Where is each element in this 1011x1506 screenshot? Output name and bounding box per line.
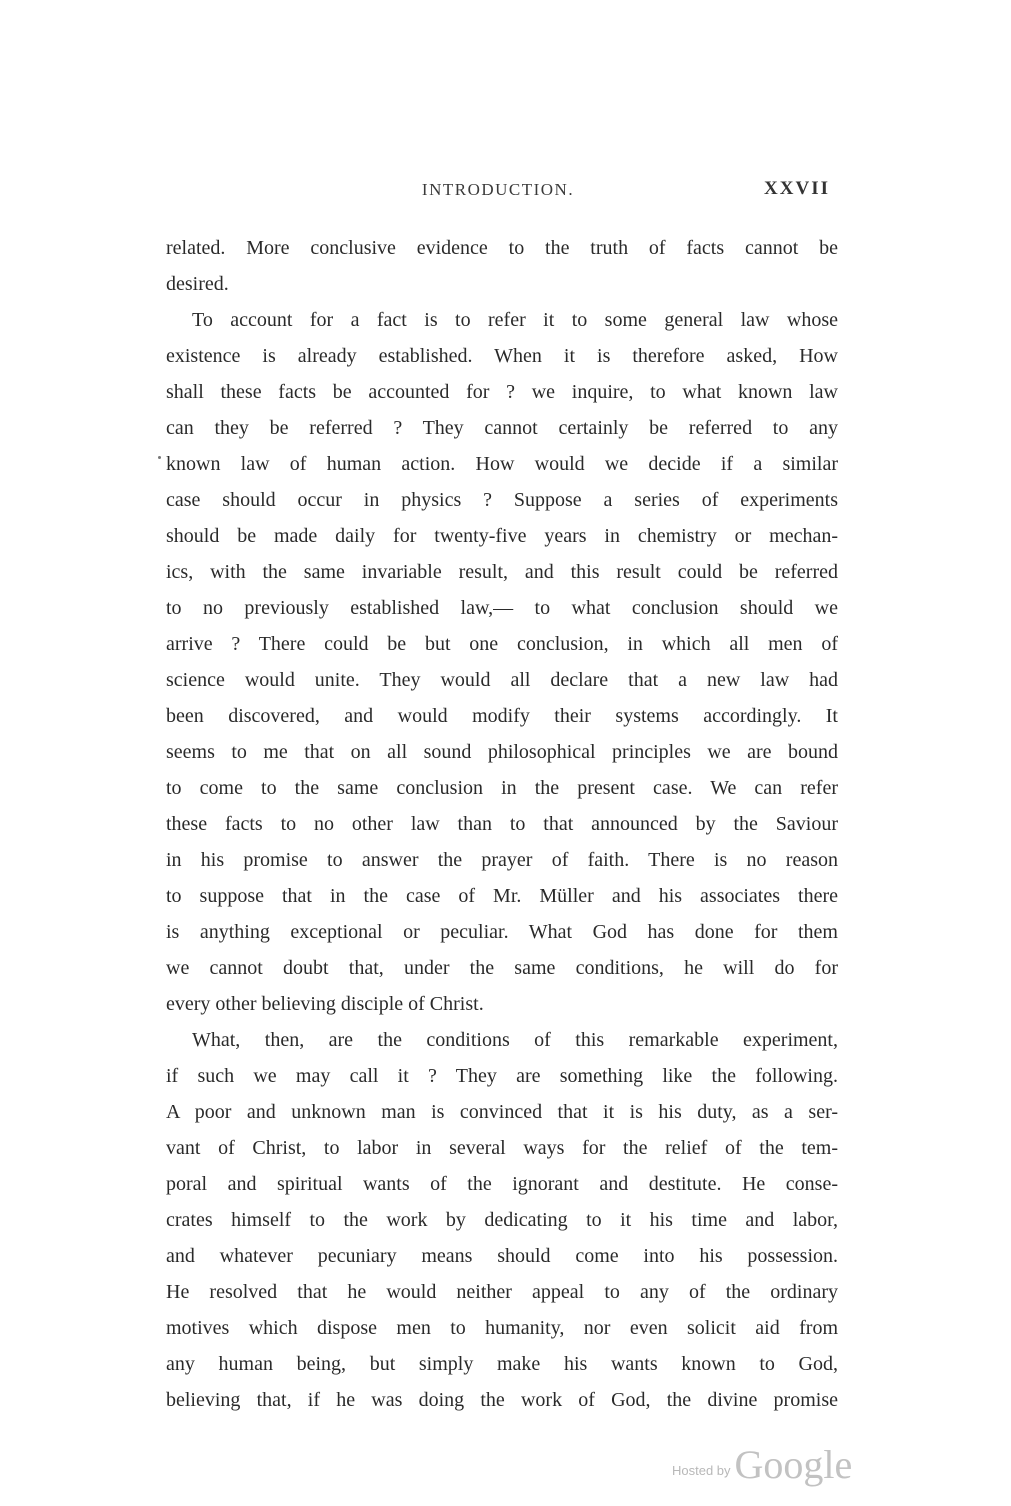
paragraph	[166, 230, 838, 302]
text-line: believing that, if he was doing the work of God, the divine promise	[166, 1389, 838, 1411]
text-line: should be made daily for twenty-five years in chemistry or mechan-	[166, 525, 838, 547]
text-line: seems to me that on all sound philosophical principles we are bound	[166, 741, 838, 763]
text-line: vant of Christ, to labor in several ways for the relief of the tem-	[166, 1137, 838, 1159]
text-line: poral and spiritual wants of the ignorant and destitute. He conse-	[166, 1173, 838, 1195]
running-head	[166, 176, 830, 206]
text-line: to suppose that in the case of Mr. Müller and his associates there	[166, 885, 838, 907]
paragraph	[166, 302, 838, 1022]
text-line: in his promise to answer the prayer of faith. There is no reason	[166, 849, 838, 871]
google-logo-icon: Google	[734, 1442, 853, 1487]
text-line: What, then, are the conditions of this remarkable experiment,	[192, 1029, 838, 1051]
text-line: any human being, but simply make his wants known to God,	[166, 1353, 838, 1375]
text-line: crates himself to the work by dedicating to it his time and labor,	[166, 1209, 838, 1231]
text-line: been discovered, and would modify their systems accordingly. It	[166, 705, 838, 727]
text-line: is anything exceptional or peculiar. What God has done for them	[166, 921, 838, 943]
body-text	[166, 230, 838, 1418]
hosted-by-label: Hosted by	[672, 1462, 731, 1478]
text-line: existence is already established. When it is therefore asked, How	[166, 345, 838, 367]
text-line: motives which dispose men to humanity, nor even solicit aid from	[166, 1317, 838, 1339]
text-line: arrive ? There could be but one conclusion, in which all men of	[166, 633, 838, 655]
google-watermark	[672, 1440, 892, 1490]
text-line: to come to the same conclusion in the present case. We can refer	[166, 777, 838, 799]
text-line: shall these facts be accounted for ? we inquire, to what known law	[166, 381, 838, 403]
running-title: INTRODUCTION.	[421, 180, 575, 199]
text-line: we cannot doubt that, under the same conditions, he will do for	[166, 957, 838, 979]
text-line: To account for a fact is to refer it to some general law whose	[192, 309, 838, 331]
text-line: He resolved that he would neither appeal to any of the ordinary	[166, 1281, 838, 1303]
text-line: case should occur in physics ? Suppose a series of experiments	[166, 489, 838, 511]
text-line: every other believing disciple of Christ.	[166, 993, 484, 1015]
page-number: XXVII	[764, 178, 830, 199]
text-line: desired.	[166, 273, 229, 295]
text-line: can they be referred ? They cannot certainly be referred to any	[166, 417, 838, 439]
margin-mark	[158, 456, 161, 459]
text-line: known law of human action. How would we decide if a similar	[166, 453, 838, 475]
text-line: related. More conclusive evidence to the truth of facts cannot be	[166, 237, 838, 259]
text-line: A poor and unknown man is convinced that it is his duty, as a ser-	[166, 1101, 838, 1123]
text-line: science would unite. They would all declare that a new law had	[166, 669, 838, 691]
paragraph	[166, 1022, 838, 1418]
text-line: these facts to no other law than to that announced by the Saviour	[166, 813, 838, 835]
text-line: if such we may call it ? They are something like the following.	[166, 1065, 838, 1087]
text-line: and whatever pecuniary means should come into his possession.	[166, 1245, 838, 1267]
text-line: ics, with the same invariable result, and this result could be referred	[166, 561, 838, 583]
text-line: to no previously established law,— to what conclusion should we	[166, 597, 838, 619]
